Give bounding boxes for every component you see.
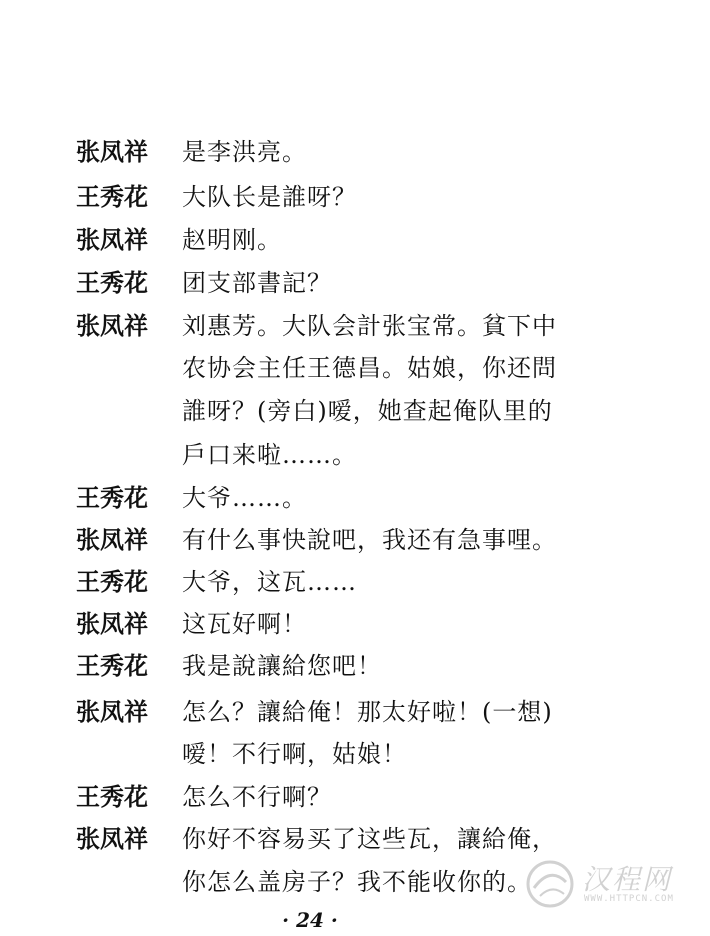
- speaker-name: 张凤祥: [76, 610, 148, 638]
- speaker-name: 张凤祥: [76, 526, 148, 554]
- script-line: [0, 220, 710, 260]
- script-line: [0, 777, 710, 817]
- speaker-name: 王秀花: [76, 783, 148, 811]
- dialogue-text: 有什么事快說吧，我还有急事哩。: [182, 526, 557, 554]
- dialogue-text: 刘惠芳。大队会計张宝常。貧下中: [182, 312, 557, 340]
- watermark-logo-icon: [520, 854, 580, 914]
- dialogue-text: 大爷，这瓦……: [182, 568, 357, 596]
- dialogue-text: 这瓦好啊！: [182, 610, 307, 638]
- dialogue-text: 怎么不行啊？: [182, 783, 332, 811]
- speaker-name: 王秀花: [76, 484, 148, 512]
- dialogue-text: 戶口来啦……。: [182, 441, 357, 469]
- script-line: [0, 391, 710, 431]
- speaker-name: 张凤祥: [76, 698, 148, 726]
- speaker-name: 张凤祥: [76, 226, 148, 254]
- dialogue-text: 团支部書記？: [182, 269, 332, 297]
- page-number: · 24 ·: [282, 908, 338, 932]
- speaker-name: 王秀花: [76, 269, 148, 297]
- script-line: [0, 263, 710, 303]
- speaker-name: 王秀花: [76, 183, 148, 211]
- script-line: [0, 520, 710, 560]
- speaker-name: 张凤祥: [76, 312, 148, 340]
- script-line: [0, 734, 710, 774]
- script-line: [0, 692, 710, 732]
- speaker-name: 张凤祥: [76, 138, 148, 166]
- script-line: [0, 348, 710, 388]
- dialogue-text: 你怎么盖房子？我不能收你的。: [182, 868, 532, 896]
- dialogue-text: 嗳！不行啊，姑娘！: [182, 740, 407, 768]
- dialogue-text: 是李洪亮。: [182, 138, 307, 166]
- watermark: [520, 854, 700, 914]
- script-line: [0, 177, 710, 217]
- speaker-name: 王秀花: [76, 568, 148, 596]
- script-line: [0, 435, 710, 475]
- dialogue-text: 农协会主任王德昌。姑娘，你还問: [182, 354, 557, 382]
- watermark-text: 汉程网: [582, 863, 673, 896]
- script-line: [0, 132, 710, 172]
- dialogue-text: 怎么？讓給俺！那太好啦！(一想): [182, 698, 553, 726]
- dialogue-text: 赵明刚。: [182, 226, 282, 254]
- script-line: [0, 604, 710, 644]
- speaker-name: 张凤祥: [76, 825, 148, 853]
- script-line: [0, 562, 710, 602]
- dialogue-text: 誰呀？(旁白)嗳，她查起俺队里的: [182, 397, 553, 425]
- dialogue-text: 大队长是誰呀？: [182, 183, 357, 211]
- dialogue-text: 我是說讓給您吧！: [182, 652, 382, 680]
- script-line: [0, 478, 710, 518]
- script-line: [0, 819, 710, 859]
- dialogue-text: 你好不容易买了这些瓦，讓給俺，: [182, 825, 557, 853]
- watermark-url: WWW.HTTPCN.COM: [584, 894, 674, 904]
- dialogue-text: 大爷……。: [182, 484, 307, 512]
- script-line: [0, 306, 710, 346]
- script-line: [0, 646, 710, 686]
- speaker-name: 王秀花: [76, 652, 148, 680]
